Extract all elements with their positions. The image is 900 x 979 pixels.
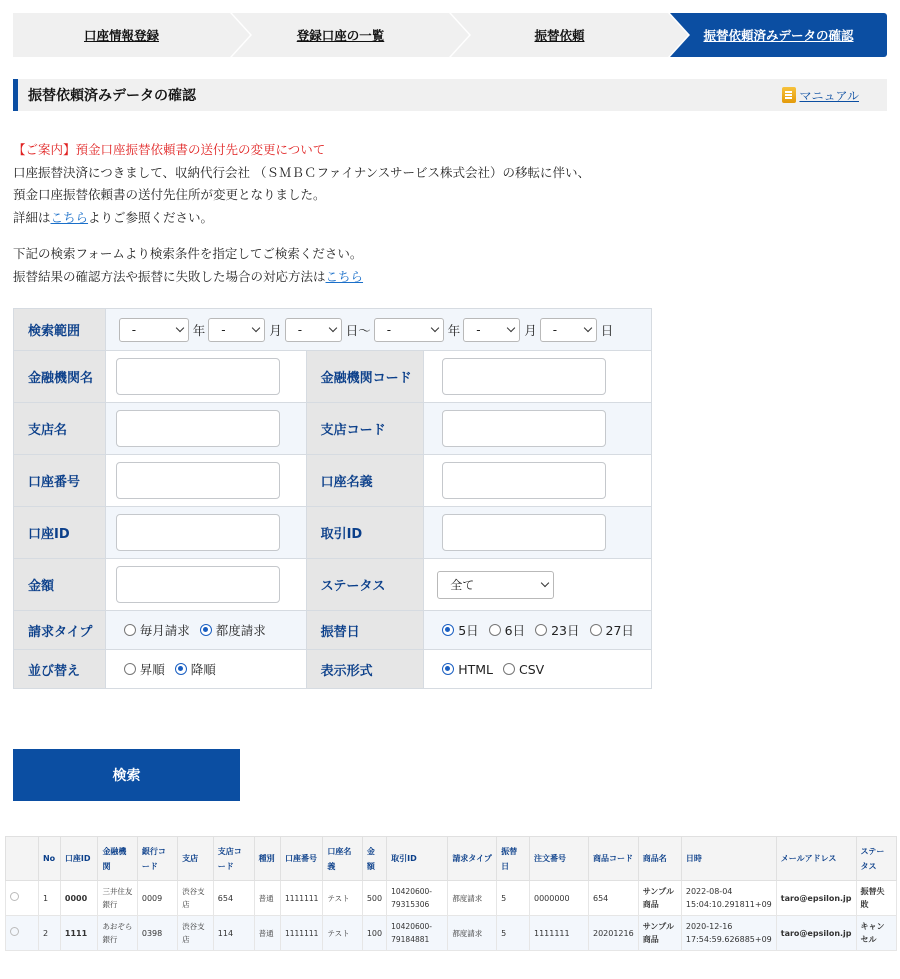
- to-month-select[interactable]: -: [463, 318, 520, 342]
- sort-radios: [124, 660, 306, 678]
- chevron-down-icon: [541, 579, 549, 587]
- notice-line: [13, 207, 590, 230]
- col-header: 口座名義: [323, 837, 362, 881]
- guide-text: 振替結果の確認方法や振替に失敗した場合の対応方法は: [13, 268, 326, 284]
- status-cell: キャンセル: [856, 916, 896, 951]
- results-header: [6, 837, 897, 881]
- col-header: 注文番号: [529, 837, 588, 881]
- col-header: 種別: [254, 837, 280, 881]
- step-transfer-request[interactable]: [451, 13, 668, 57]
- transfer-day-5-radio[interactable]: 5日: [442, 621, 478, 639]
- radio-checked-icon: [442, 624, 454, 636]
- account-name-label: 口座名義: [306, 455, 424, 507]
- col-header: 振替日: [497, 837, 530, 881]
- manual-icon: [782, 87, 796, 103]
- bank-code-label: 金融機関コード: [306, 351, 424, 403]
- unit-label: 日～: [345, 322, 371, 338]
- cell: 渋谷支店: [178, 916, 214, 951]
- cell: 100: [362, 916, 386, 951]
- radio-icon: [503, 663, 515, 675]
- cell: 500: [362, 881, 386, 916]
- to-day-select[interactable]: -: [540, 318, 597, 342]
- col-header: 口座ID: [60, 837, 98, 881]
- section-header: [13, 79, 887, 111]
- step-label: 振替依頼: [534, 28, 585, 43]
- sort-label: 並び替え: [14, 650, 106, 689]
- results-table: [5, 836, 897, 951]
- notice-block: [13, 139, 590, 229]
- col-header: 金融機関: [98, 837, 137, 881]
- row-select[interactable]: [6, 916, 39, 951]
- col-header: 支店: [178, 837, 214, 881]
- cell: 2020-12-16 17:54:59.626885+09: [681, 916, 776, 951]
- col-header: 取引ID: [387, 837, 448, 881]
- cell: 114: [213, 916, 254, 951]
- col-header: [6, 837, 39, 881]
- search-guide: [13, 243, 363, 288]
- bank-name-label: 金融機関名: [14, 351, 106, 403]
- guide-help-link[interactable]: こちら: [325, 268, 364, 284]
- account-id-label: 口座ID: [14, 507, 106, 559]
- amount-label: 金額: [14, 559, 106, 611]
- chevron-down-icon: [584, 324, 592, 332]
- step-label: 登録口座の一覧: [296, 28, 385, 43]
- bank-code-input[interactable]: [442, 358, 606, 395]
- cell: 2: [38, 916, 60, 951]
- account-number-input[interactable]: [116, 462, 280, 499]
- cell: 654: [213, 881, 254, 916]
- chevron-down-icon: [329, 324, 337, 332]
- row-select[interactable]: [6, 881, 39, 916]
- chevron-down-icon: [252, 324, 260, 332]
- transfer-day-label: 振替日: [306, 611, 424, 650]
- page-title: 振替依頼済みデータの確認: [28, 88, 196, 104]
- col-header: No: [38, 837, 60, 881]
- manual-link[interactable]: [782, 87, 859, 104]
- manual-label: マニュアル: [799, 88, 859, 103]
- transfer-day-radios: [442, 621, 651, 639]
- col-header: メールアドレス: [776, 837, 856, 881]
- step-navigation: [13, 13, 887, 57]
- radio-checked-icon: [442, 663, 454, 675]
- guide-line: 下記の検索フォームより検索条件を指定してご検索ください。: [13, 246, 363, 261]
- col-header: 日時: [681, 837, 776, 881]
- notice-line: 口座振替決済につきまして、収納代行会社 （ＳＭＢＣファイナンスサービス株式会社）の移転に伴い、: [13, 164, 590, 180]
- transfer-day-6-radio[interactable]: 6日: [489, 621, 525, 639]
- step-requested-data[interactable]: [670, 13, 887, 57]
- unit-label: 年: [192, 322, 206, 338]
- cell: 1: [38, 881, 60, 916]
- format-html-radio[interactable]: HTML: [442, 662, 493, 677]
- notice-line: 預金口座振替依頼書の送付先住所が変更となりました。: [13, 187, 326, 202]
- col-header: 商品コード: [588, 837, 638, 881]
- branch-name-label: 支店名: [14, 403, 106, 455]
- cell: 20201216: [588, 916, 638, 951]
- radio-checked-icon: [200, 624, 212, 636]
- chevron-down-icon: [175, 324, 183, 332]
- cell: サンプル商品: [638, 881, 681, 916]
- range-label: 検索範囲: [14, 309, 106, 351]
- cell: 0009: [137, 881, 177, 916]
- notice-title: 【ご案内】預金口座振替依頼書の送付先の変更について: [13, 142, 326, 157]
- transfer-day-23-radio[interactable]: 23日: [535, 621, 579, 639]
- step-label: 口座情報登録: [83, 28, 159, 43]
- guide-line: [13, 266, 363, 289]
- cell: taro@epsilon.jp: [776, 881, 856, 916]
- cell: 1111: [60, 916, 98, 951]
- status-select[interactable]: 全て: [437, 571, 554, 599]
- from-day-select[interactable]: -: [285, 318, 342, 342]
- radio-icon: [124, 663, 136, 675]
- date-range: [105, 309, 651, 351]
- unit-label: 月: [524, 322, 537, 338]
- cell: 1111111: [529, 916, 588, 951]
- branch-name-input[interactable]: [116, 410, 280, 447]
- billing-monthly-radio[interactable]: 毎月請求: [124, 621, 190, 639]
- cell: 0000: [60, 881, 98, 916]
- format-csv-radio[interactable]: CSV: [503, 662, 544, 677]
- format-label: 表示形式: [306, 650, 424, 689]
- radio-icon: [10, 927, 19, 936]
- chevron-down-icon: [507, 324, 515, 332]
- trade-id-label: 取引ID: [306, 507, 424, 559]
- search-button[interactable]: 検索: [13, 749, 240, 801]
- radio-icon: [124, 624, 136, 636]
- cell: テスト: [323, 916, 362, 951]
- transfer-day-27-radio[interactable]: 27日: [590, 621, 634, 639]
- unit-label: 年: [447, 322, 461, 338]
- notice-text: よりご参照ください。: [88, 209, 214, 225]
- radio-checked-icon: [175, 663, 187, 675]
- account-id-input[interactable]: [116, 514, 280, 551]
- billing-type-radios: [124, 621, 306, 639]
- search-form: [13, 308, 652, 689]
- cell: 5: [497, 881, 530, 916]
- cell: 0000000: [529, 881, 588, 916]
- radio-icon: [10, 892, 19, 901]
- col-header: 口座番号: [280, 837, 322, 881]
- cell: 5: [497, 916, 530, 951]
- cell: 普通: [254, 881, 280, 916]
- table-row: [6, 916, 897, 951]
- sort-asc-radio[interactable]: 昇順: [124, 660, 165, 678]
- amount-input[interactable]: [116, 566, 280, 603]
- sort-desc-radio[interactable]: 降順: [175, 660, 216, 678]
- table-row: [6, 881, 897, 916]
- cell: 渋谷支店: [178, 881, 214, 916]
- cell: 1111111: [280, 881, 322, 916]
- step-account-list[interactable]: [232, 13, 449, 57]
- col-header: 商品名: [638, 837, 681, 881]
- cell: サンプル商品: [638, 916, 681, 951]
- unit-label: 月: [269, 322, 282, 338]
- cell: あおぞら銀行: [98, 916, 137, 951]
- to-year-select[interactable]: -: [374, 318, 444, 342]
- cell: テスト: [323, 881, 362, 916]
- cell: 654: [588, 881, 638, 916]
- col-header: 銀行コード: [137, 837, 177, 881]
- branch-code-input[interactable]: [442, 410, 606, 447]
- chevron-down-icon: [431, 324, 439, 332]
- notice-text: 詳細は: [13, 209, 51, 225]
- cell: 10420600-79315306: [387, 881, 448, 916]
- col-header: ステータス: [856, 837, 896, 881]
- status-cell: 振替失敗: [856, 881, 896, 916]
- step-account-register[interactable]: [13, 13, 230, 57]
- billing-type-label: 請求タイプ: [14, 611, 106, 650]
- col-header: 金額: [362, 837, 386, 881]
- cell: 2022-08-04 15:04:10.291811+09: [681, 881, 776, 916]
- col-header: 請求タイプ: [448, 837, 497, 881]
- col-header: 支店コード: [213, 837, 254, 881]
- cell: 都度請求: [448, 916, 497, 951]
- bank-name-input[interactable]: [116, 358, 280, 395]
- account-number-label: 口座番号: [14, 455, 106, 507]
- radio-icon: [535, 624, 547, 636]
- radio-icon: [489, 624, 501, 636]
- trade-id-input[interactable]: [442, 514, 606, 551]
- radio-icon: [590, 624, 602, 636]
- account-name-input[interactable]: [442, 462, 606, 499]
- unit-label: 日: [600, 322, 614, 338]
- cell: 普通: [254, 916, 280, 951]
- branch-code-label: 支店コード: [306, 403, 424, 455]
- cell: 10420600-79184881: [387, 916, 448, 951]
- cell: 都度請求: [448, 881, 497, 916]
- cell: 0398: [137, 916, 177, 951]
- billing-each-radio[interactable]: 都度請求: [200, 621, 266, 639]
- format-radios: [442, 662, 651, 677]
- cell: 三井住友銀行: [98, 881, 137, 916]
- notice-detail-link[interactable]: こちら: [50, 209, 89, 225]
- from-year-select[interactable]: -: [119, 318, 189, 342]
- from-month-select[interactable]: -: [208, 318, 265, 342]
- status-label: ステータス: [306, 559, 424, 611]
- cell: taro@epsilon.jp: [776, 916, 856, 951]
- step-label: 振替依頼済みデータの確認: [703, 28, 854, 43]
- cell: 1111111: [280, 916, 322, 951]
